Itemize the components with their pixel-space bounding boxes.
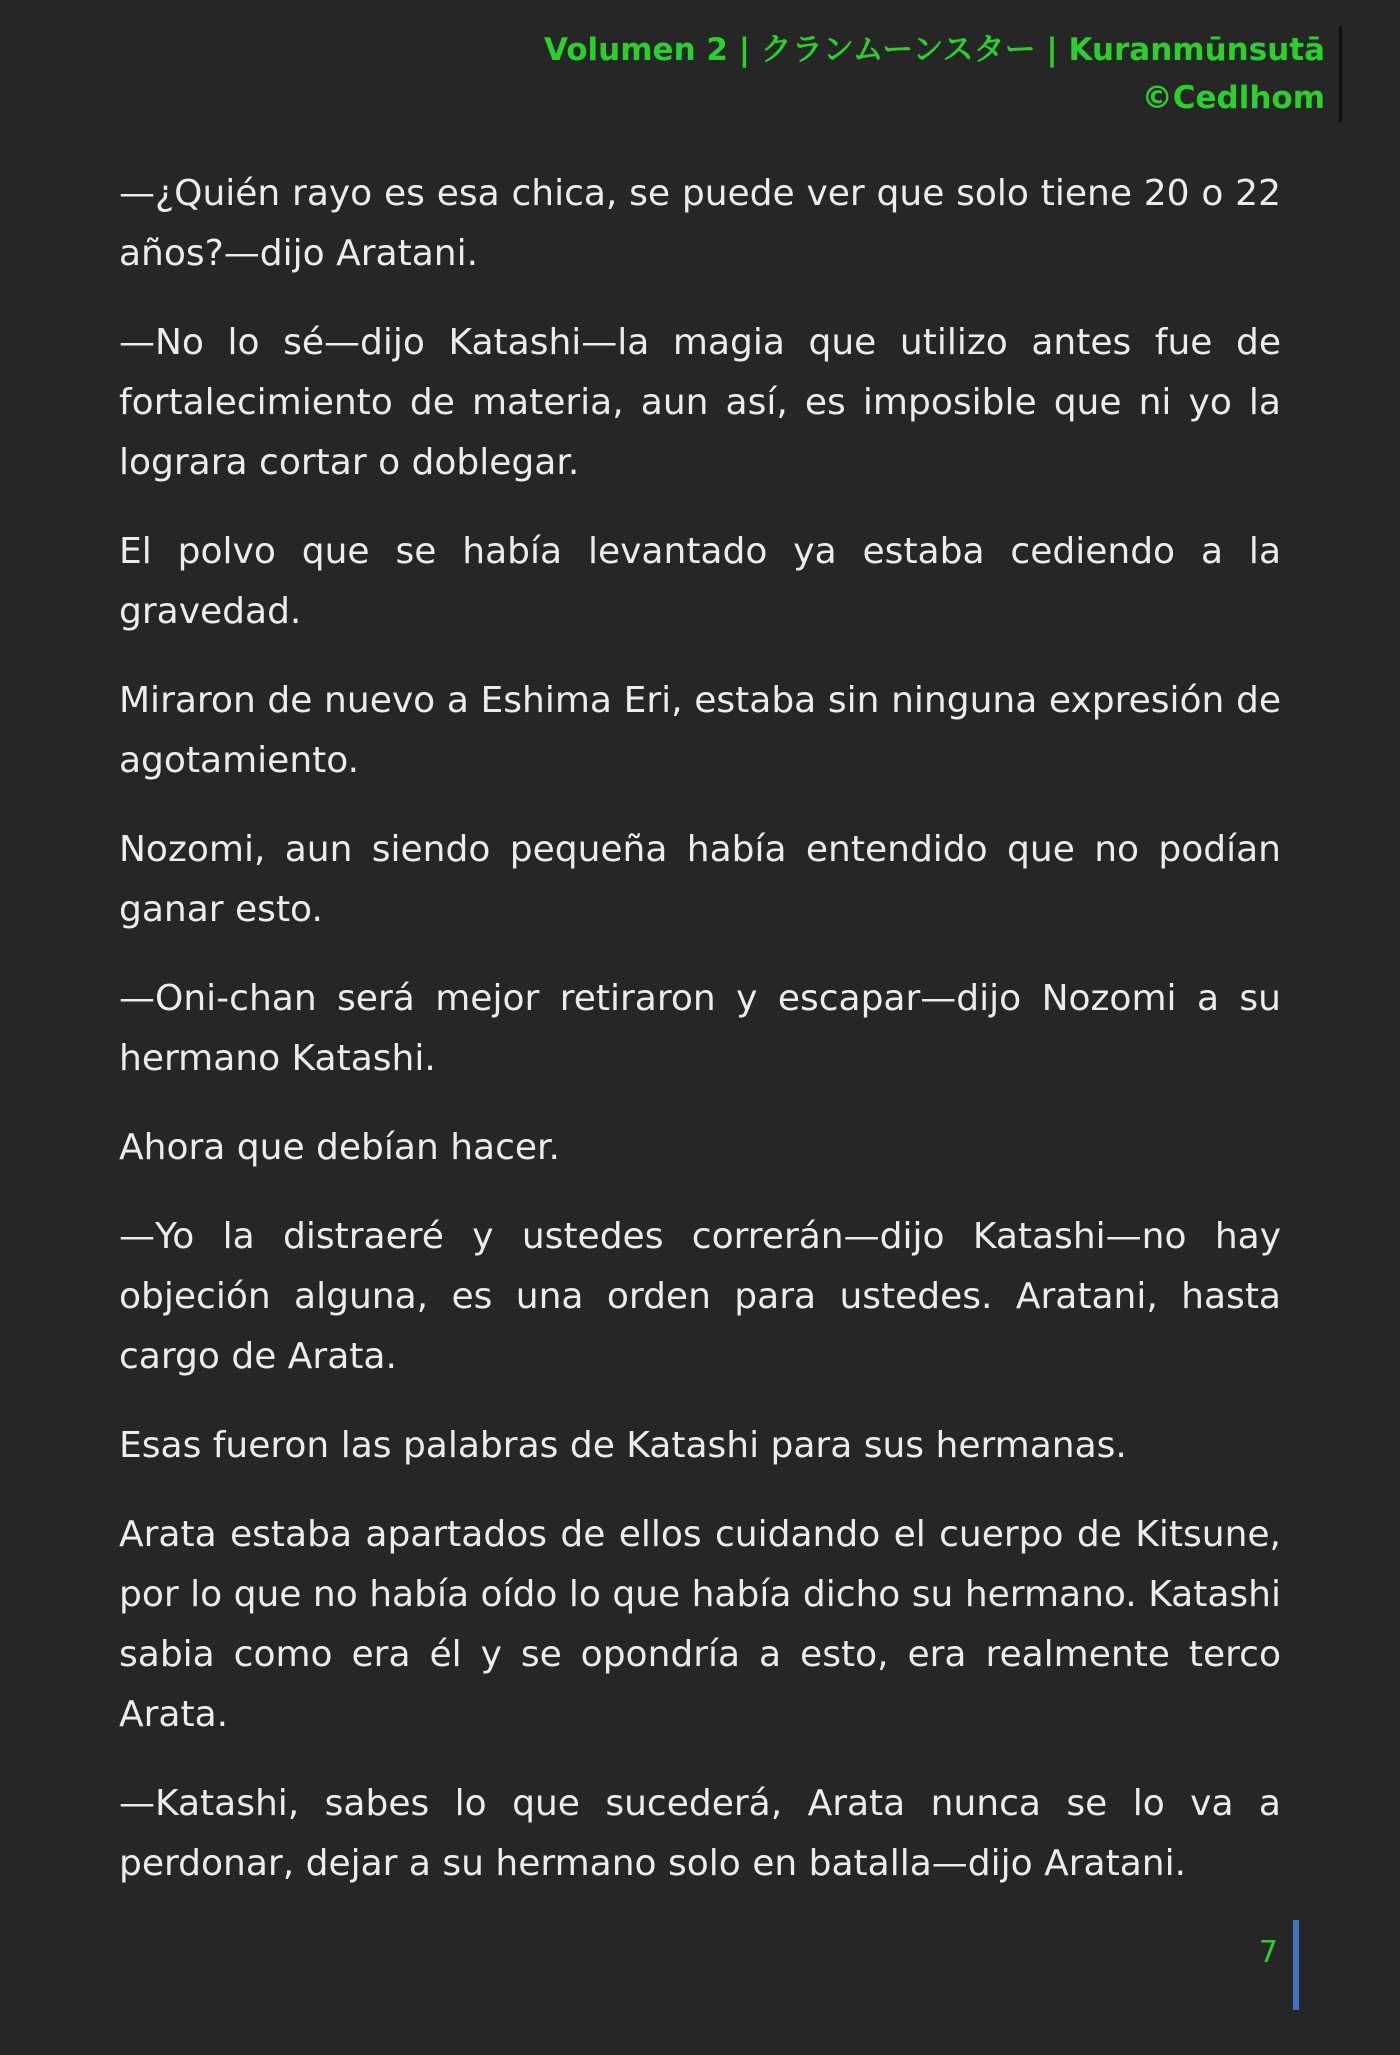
page-number: 7 — [1258, 1935, 1278, 1970]
paragraph: Ahora que debían hacer. — [119, 1127, 560, 1168]
paragraph: —Oni-chan será mejor retiraron y escapar—dijo Nozomi a su hermano Katashi. — [119, 978, 1281, 1079]
header-title: Volumen 2 | クランムーンスター | Kuranmūnsutā — [543, 32, 1325, 68]
paragraph: —No lo sé—dijo Katashi—la magia que utilizo antes fue de fortalecimiento de materia, aun así, es imposible que ni yo la lograra cortar o doblegar. — [119, 322, 1281, 483]
page-number-bar — [1293, 1920, 1299, 2010]
header-copyright: ©Cedlhom — [1141, 80, 1325, 116]
paragraph: Miraron de nuevo a Eshima Eri, estaba sin ninguna expresión de agotamiento. — [119, 680, 1281, 781]
paragraph: Esas fueron las palabras de Katashi para sus hermanas. — [119, 1425, 1127, 1466]
paragraph: Arata estaba apartados de ellos cuidando el cuerpo de Kitsune, por lo que no había oído lo que había dicho su hermano. Katashi sabia como era él y se opondría a esto, era realmente terco Arata. — [119, 1514, 1281, 1735]
paragraph: Nozomi, aun siendo pequeña había entendido que no podían ganar esto. — [119, 829, 1281, 930]
page-body — [119, 164, 1281, 1923]
paragraph: —Yo la distraeré y ustedes correrán—dijo Katashi—no hay objeción alguna, es una orden para ustedes. Aratani, hasta cargo de Arata. — [119, 1216, 1281, 1377]
page-header — [544, 26, 1342, 122]
paragraph: —¿Quién rayo es esa chica, se puede ver que solo tiene 20 o 22 años?—dijo Aratani. — [119, 173, 1281, 274]
paragraph: El polvo que se había levantado ya estaba cediendo a la gravedad. — [119, 531, 1281, 632]
paragraph: —Katashi, sabes lo que sucederá, Arata nunca se lo va a perdonar, dejar a su hermano solo en batalla—dijo Aratani. — [119, 1783, 1281, 1884]
